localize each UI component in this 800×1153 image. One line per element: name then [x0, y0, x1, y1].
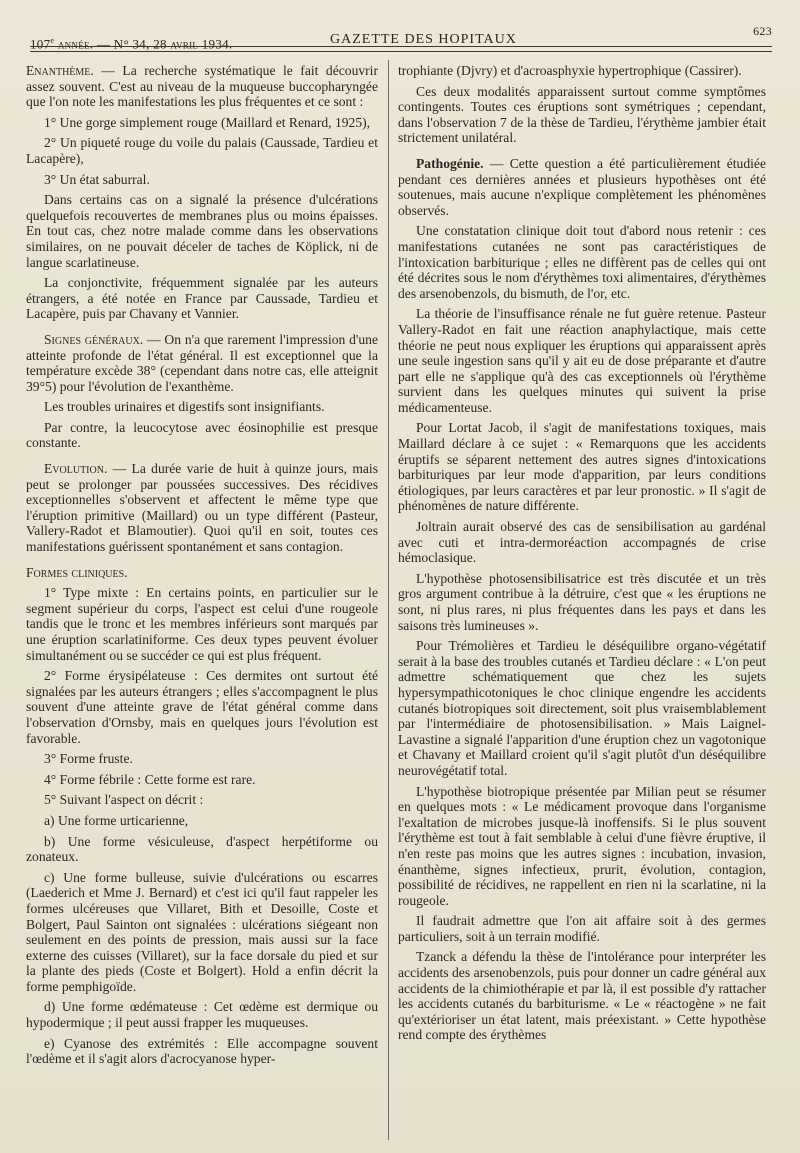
paragraph: Tzanck a défendu la thèse de l'intolérance pour interpréter les accidents des arsenobenzols, puis pour donner un cadre général aux accidents de la chimiothérapie et par là, il est possible d'y rattacher les accidents cutanés du barbiturisme. « Le « réactogène » ne fait qu'extérioriser un état latent, mais préexistant. » Cette hypothèse rend compte des érythèmes — [398, 949, 766, 1043]
paragraph: Signes généraux. — On n'a que rarement l'impression d'une atteinte profonde de l'état général. Il est exceptionnel que la température excède 38° (cependant dans notre cas, elle atteignit 39°5) pour l'évolution de l'exanthème. — [26, 331, 378, 394]
page-number: 623 — [753, 24, 772, 38]
paragraph: Joltrain aurait observé des cas de sensibilisation au gardénal avec cuti et intra-dermoréaction accompagnés de crise hémoclasique. — [398, 519, 766, 566]
paragraph: 1° Une gorge simplement rouge (Maillard et Renard, 1925), — [44, 114, 371, 130]
paragraph: La théorie de l'insuffisance rénale ne fut guère retenue. Pasteur Vallery-Radot en fait une réaction anaphylactique, mais cette théorie ne peut nous expliquer les éruptions qui apparaissent après une seule ingestion sans qu'il y ait eu de dose préparante et d'autre part elle ne s'applique qu'à des cas exceptionnels où l'érythème survient dans les quelques minutes qui suivent la prise médicamenteuse. — [398, 306, 766, 415]
column-divider — [388, 60, 389, 1140]
right-column — [398, 63, 766, 1048]
paragraph: La conjonctivite, fréquemment signalée par les auteurs étrangers, a été notée en France par Caussade, Tardieu et Lacapère, puis par Chavany et Vannier. — [26, 275, 378, 322]
left-column — [26, 63, 378, 1072]
paragraph: Ces deux modalités apparaissent surtout comme symptômes contingents. Toutes ces éruptions sont symétriques ; cependant, dans l'observation 7 de la thèse de Tardieu, l'érythème jambier était strictement unilatéral. — [398, 83, 766, 146]
paragraph: 2° Forme érysipélateuse : Ces dermites ont surtout été signalées par les auteurs étrangers ; elles s'accompagnent le plus souvent d'une atteinte grave de l'état général comme dans l'observation d'Ornsby, mais en quelques jours l'évolution est favorable. — [26, 668, 378, 746]
paragraph: Dans certains cas on a signalé la présence d'ulcérations quelquefois recouvertes de membranes plus ou moins épaisses. En tout cas, chez notre malade comme dans les observations similaires, on ne pouvait déceler de taches de Köplick, ni de langue scarlatineuse. — [26, 192, 378, 270]
paragraph: a) Une forme urticarienne, — [44, 812, 189, 828]
paragraph: 3° Forme fruste. — [44, 751, 133, 767]
section-heading: Formes cliniques. — [26, 564, 128, 580]
paragraph: b) Une forme vésiculeuse, d'aspect herpétiforme ou zonateux. — [26, 833, 378, 865]
header-rule-bottom — [30, 51, 772, 52]
paragraph: d) Une forme œdémateuse : Cet œdème est dermique ou hypodermique ; il peut aussi frapper les muqueuses. — [26, 999, 378, 1031]
paragraph: Pour Lortat Jacob, il s'agit de manifestations toxiques, mais Maillard déclare à ce sujet : « Remarquons que les accidents éruptifs se séparent nettement des autres signes d'intoxications barbituriques par leur mode d'apparition, par leurs conditions étiologiques, par leurs caractères et par leur pronostic. » Il s'agit de phénomènes de nature différente. — [398, 420, 766, 514]
paragraph: e) Cyanose des extrémités : Elle accompagne souvent l'œdème et il s'agit alors d'acrocyanose hyper- — [26, 1035, 378, 1067]
paragraph: 3° Un état saburral. — [44, 171, 150, 187]
paragraph: Enanthème. — La recherche systématique le fait découvrir assez souvent. C'est au niveau de la muqueuse buccopharyngée que l'on note les manifestations les plus fréquentes et ce sont : — [26, 63, 378, 110]
paragraph: Il faudrait admettre que l'on ait affaire soit à des germes particuliers, soit à un terrain modifié. — [398, 913, 766, 944]
paragraph: L'hypothèse photosensibilisatrice est très discutée et un très gros argument contribue à la détruire, c'est que « les éruptions ne sont, ni plus rares, ni plus fréquentes dans les pays et dans les saisons très lumineuses ». — [398, 570, 766, 633]
paragraph: 4° Forme fébrile : Cette forme est rare. — [44, 771, 256, 787]
header-rule-top — [30, 46, 772, 47]
paragraph: Une constatation clinique doit tout d'abord nous retenir : ces manifestations cutanées ne sont pas caractéristiques de l'intoxication barbiturique ; elles ne diffèrent pas de celles qui ont été décrites sous le nom d'érythèmes toxi alimentaires, d'érythèmes des arsenobenzols, du bismuth, de l'or, etc. — [398, 223, 766, 301]
paragraph: 5° Suivant l'aspect on décrit : — [44, 792, 204, 808]
paragraph: c) Une forme bulleuse, suivie d'ulcérations ou escarres (Laederich et Mme J. Bernard) et c'est ici qu'il faut rappeler les formes ulcéreuses que Villaret, Bith et Desoille, Coste et Bolgert, Paul Sainton ont signalées : ulcérations siégeant non seulement en des points de pression, mais aussi sur la face externe des cuisses (Villaret), sur la face dorsale du pied et sur la plante des pieds (Coste et Bolgert). Hold a enfin décrit la forme pemphigoïde. — [26, 869, 378, 994]
paragraph: Les troubles urinaires et digestifs sont insignifiants. — [44, 399, 325, 415]
paragraph: L'hypothèse biotropique présentée par Milian peut se résumer en quelques mots : « Le médicament provoque dans l'organisme l'exaltation de microbes jusque-là inoffensifs. Si le plus souvent l'érythème est tout à fait semblable à celui d'une fièvre éruptive, il n'en reste pas moins que les autres signes : incubation, invasion, énanthème, signes infectieux, prurit, évolution, contagion, possibilité de récidives, ne rappellent en rien ni la scarlatine, ni la rougeole. — [398, 783, 766, 908]
paragraph: Par contre, la leucocytose avec éosinophilie est presque constante. — [26, 419, 378, 451]
paragraph: 1° Type mixte : En certains points, en particulier sur le segment supérieur du corps, l'aspect est celui d'une rougeole tandis que le tronc et les membres inférieurs sont marqués par une éruption scarlatiniforme. Ces deux types peuvent évoluer simultanément ou se succéder ce qui est plus fréquent. — [26, 585, 378, 663]
paragraph: trophiante (Djvry) et d'acroasphyxie hypertrophique (Cassirer). — [398, 63, 742, 78]
paragraph: Pathogénie. — Cette question a été particulièrement étudiée pendant ces dernières années et plusieurs hypothèses ont été soutenues, mais aucune n'explique complètement les phénomènes observés. — [398, 155, 766, 218]
journal-title: GAZETTE DES HOPITAUX — [330, 32, 517, 47]
paragraph: Pour Trémolières et Tardieu le déséquilibre organo-végétatif serait à la base des troubles cutanés et Tardieu déclare : « L'on peut admettre schématiquement que chez les sujets hypersympathicotoniques le choc clinique engendre les accidents cutanés biotropiques soit directement, soit plus vraisemblablement par l'intermédiaire de photosensibilisation. » Mais Laignel-Lavastine a signalé l'apparition d'une éruption chez un vagotonique et Chavany et Maillard croient qu'il s'agit plutôt d'un déséquilibre neurovégétatif total. — [398, 638, 766, 778]
paragraph: 2° Un piqueté rouge du voile du palais (Caussade, Tardieu et Lacapère), — [26, 135, 378, 166]
paragraph: Evolution. — La durée varie de huit à quinze jours, mais peut se prolonger par poussées successives. Des récidives exceptionnelles s'observent et affectent le même type que l'éruption primitive (Maillard) ou un type différent (Pasteur, Vallery-Radot et Blamoutier). Quoi qu'il en soit, toutes ces manifestations guérissent spontanément et sans contagion. — [26, 461, 378, 555]
issue-line: 107e année. — N° 34, 28 avril 1934. — [30, 36, 233, 52]
